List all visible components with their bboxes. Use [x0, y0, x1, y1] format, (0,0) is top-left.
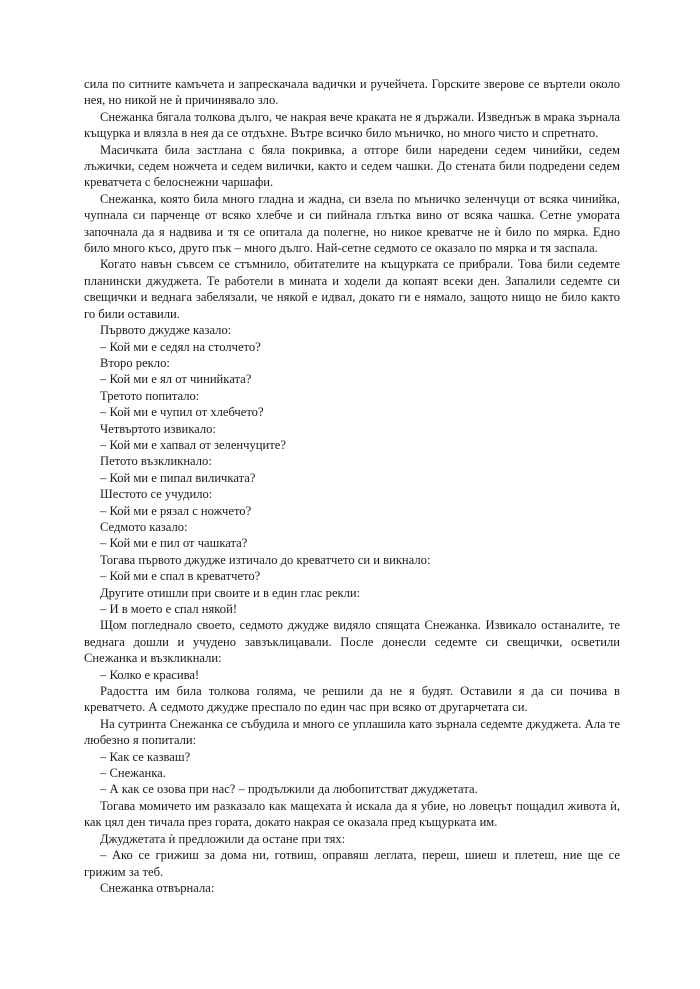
- story-text: [84, 76, 620, 896]
- dialogue-line: – Кой ми е седял на столчето?: [100, 339, 261, 354]
- paragraph: Масичката била застлана с бяла покривка, а отгоре били наредени седем чинийки, седем лъжички, седем ножчета и седем вилички, както и седем чашки. До стената били подредени седем креватчета с белоснежни чаршафи.: [84, 142, 620, 190]
- dialogue-line: Снежанка отвърнала:: [100, 880, 215, 895]
- dialogue-line: Шестото се учудило:: [100, 487, 213, 502]
- paragraph: сила по ситните камъчета и запрескачала вадички и ручейчета. Горските зверове се въртели около нея, но никой не ѝ причинявало зло.: [84, 77, 620, 108]
- dialogue-line: – Кой ми е хапвал от зеленчуците?: [100, 437, 286, 452]
- paragraph: Снежанка бягала толкова дълго, че накрая вече краката не я държали. Изведнъж в мрака зърнала къщурка и влязла в нея да се отдъхне. Вътре всичко било мъничко, но много чисто и спретнато.: [84, 109, 620, 141]
- dialogue-line: Първото джудже казало:: [100, 323, 232, 338]
- paragraph: Щом погледнало своето, седмото джудже видяло спящата Снежанка. Извикало останалите, те веднага дошли и учудено завзъклицавали. После донесли седемте си свещички, осветили Снежанка и възкликнали:: [84, 618, 620, 666]
- dialogue-line: – Кой ми е рязал с ножчето?: [100, 503, 252, 518]
- paragraph: Когато навън съвсем се стъмнило, обитателите на къщурката се прибрали. Това били седемте планински джуджета. Те работели в мината и ходели да копаят всеки ден. Запалили седемте си свещички и веднага забелязали, че някой е идвал, докато ги е нямало, защото нищо не било както го били оставили.: [84, 257, 620, 321]
- dialogue-line: – Как се казваш?: [100, 749, 191, 764]
- paragraph: Радостта им била толкова голяма, че решили да не я будят. Оставили я да си почива в креватчето. А седмото джудже преспало по един час при всяко от другарчетата си.: [84, 684, 620, 715]
- paragraph: На сутринта Снежанка се събудила и много се уплашила като зърнала седемте джуджета. Ала те любезно я попитали:: [84, 716, 620, 748]
- dialogue-line: – Кой ми е пипал виличката?: [100, 470, 256, 485]
- dialogue-line: Третото попитало:: [100, 388, 200, 403]
- dialogue-line: – Снежанка.: [100, 766, 166, 781]
- dialogue-line: Петото възкликнало:: [100, 454, 212, 469]
- paragraph: Снежанка, която била много гладна и жадна, си взела по мъничко зеленчуци от всяка чинийка, чупнала си парченце от всяко хлебче и си пийнала глътка вино от всяка чашка. Сетне умората започнала да я надвива и тя се опитала да полегне, но никое креватче не ѝ било по мярка. Едно било много късо, друго пък – много дълго. Най-сетне седмото се оказало по мярка и тя заспала.: [84, 191, 620, 256]
- dialogue-line: Седмото казало:: [100, 519, 188, 534]
- dialogue-line: Джуджетата ѝ предложили да остане при тях:: [100, 831, 346, 846]
- paragraph: – Ако се грижиш за дома ни, готвиш, оправяш леглата, переш, шиеш и плетеш, ние ще се грижим за теб.: [84, 848, 620, 879]
- dialogue-line: – А как се озова при нас? – продължили да любопитстват джуджетата.: [100, 782, 478, 797]
- dialogue-line: Второ рекло:: [100, 355, 170, 370]
- dialogue-line: – Колко е красива!: [100, 667, 200, 682]
- dialogue-line: – Кой ми е пил от чашката?: [100, 536, 248, 551]
- dialogue-line: – Кой ми е спал в креватчето?: [100, 569, 261, 584]
- dialogue-line: Тогава първото джудже изтичало до креватчето си и викнало:: [100, 552, 431, 567]
- dialogue-line: – И в моето е спал някой!: [100, 602, 238, 616]
- paragraph: Тогава момичето им разказало как мащехата ѝ искала да я убие, но ловецът пощадил живота ѝ, как цял ден тичала през гората, докато накрая се оказала пред къщурката им.: [84, 798, 620, 830]
- dialogue-line: – Кой ми е ял от чинийката?: [100, 372, 252, 387]
- dialogue-line: Четвъртото извикало:: [100, 421, 216, 436]
- dialogue-line: Другите отишли при своите и в един глас рекли:: [100, 585, 361, 600]
- dialogue-line: – Кой ми е чупил от хлебчето?: [100, 405, 264, 420]
